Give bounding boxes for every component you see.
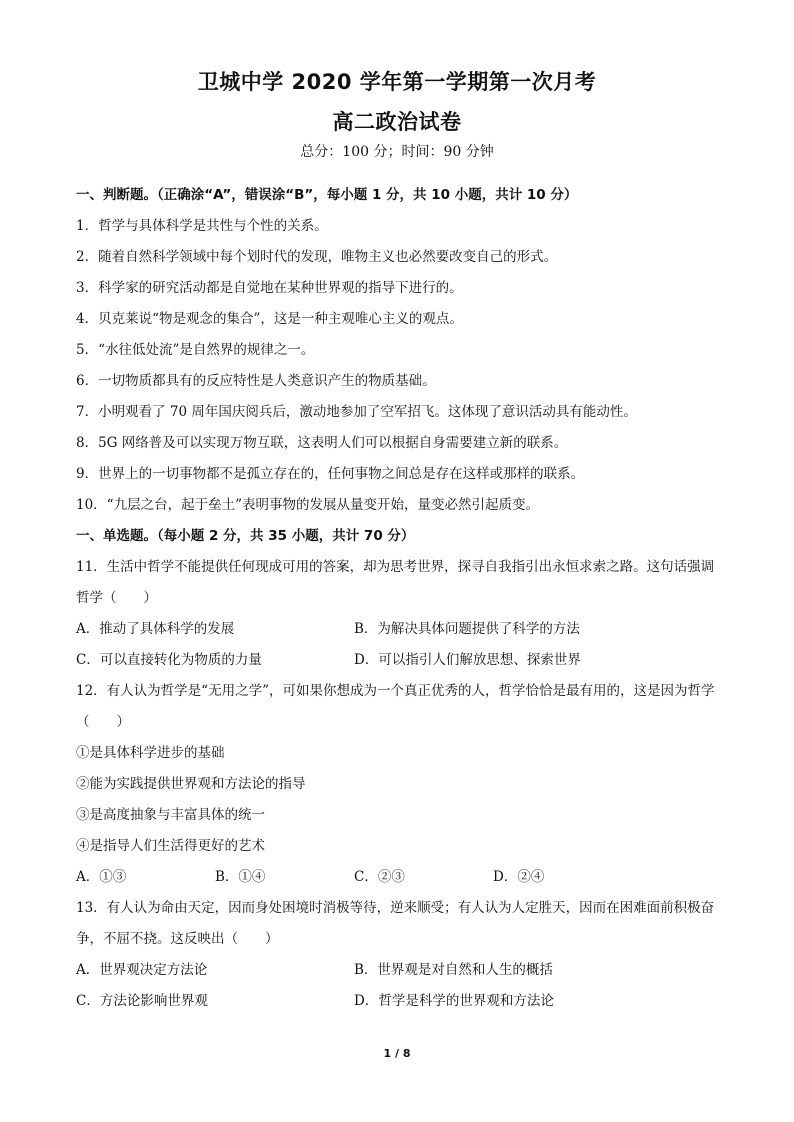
- question-5: 5．“水往低处流”是自然界的规律之一。: [76, 342, 315, 358]
- question-12-options: [76, 862, 716, 893]
- option-b: B．①④: [215, 869, 266, 885]
- option-d: D．可以指引人们解放思想、探索世界: [354, 652, 581, 668]
- section-heading-judgement: 一、判断题。（正确涂“A”，错误涂“B”，每小题 1 分，共 10 小题，共计 10 分）: [76, 187, 578, 203]
- exam-title: 卫城中学 2020 学年第一学期第一次月考: [197, 70, 597, 94]
- question-8: 8．5G 网络普及可以实现万物互联，这表明人们可以根据自身需要建立新的联系。: [76, 435, 568, 451]
- question-9: 9．世界上的一切事物都不是孤立存在的，任何事物之间总是存在这样或那样的联系。: [76, 466, 585, 482]
- question-4: 4．贝克莱说“物是观念的集合”，这是一种主观唯心主义的观点。: [76, 311, 463, 327]
- question-1: 1．哲学与具体科学是共性与个性的关系。: [76, 218, 328, 234]
- page-number: 1 / 8: [383, 1047, 411, 1060]
- option-c: C．方法论影响世界观: [76, 993, 208, 1009]
- option-c: C．可以直接转化为物质的力量: [76, 652, 262, 668]
- option-d: D．②④: [493, 869, 545, 885]
- statement-1: ①是具体科学进步的基础: [76, 745, 225, 761]
- option-d: D．哲学是科学的世界观和方法论: [354, 993, 554, 1009]
- statement-4: ④是指导人们生活得更好的艺术: [76, 838, 265, 854]
- question-3: 3．科学家的研究活动都是自觉地在某种世界观的指导下进行的。: [76, 280, 463, 296]
- question-10: 10．“九层之台，起于垒土”表明事物的发展从量变开始，量变必然引起质变。: [76, 497, 539, 513]
- question-6: 6．一切物质都具有的反应特性是人类意识产生的物质基础。: [76, 373, 436, 389]
- option-a: A．①③: [76, 869, 127, 885]
- option-c: C．②③: [354, 869, 405, 885]
- exam-content: [76, 180, 716, 1017]
- question-13-stem: 13．有人认为命由天定，因而身处困境时消极等待，逆来顺受；有人认为人定胜天，因而在困难面前积极奋争，不屈不挠。这反映出（ ）: [76, 900, 715, 947]
- question-12-stem: 12．有人认为哲学是“无用之学”，可如果你想成为一个真正优秀的人，哲学恰恰是最有用的，这是因为哲学（ ）: [76, 683, 715, 730]
- option-a: A．推动了具体科学的发展: [76, 621, 235, 637]
- statement-3: ③是高度抽象与丰富具体的统一: [76, 807, 265, 823]
- question-11-options: [76, 614, 716, 676]
- exam-subtitle: 高二政治试卷: [332, 110, 462, 134]
- option-b: B．为解决具体问题提供了科学的方法: [354, 621, 580, 637]
- question-2: 2．随着自然科学领域中每个划时代的发现，唯物主义也必然要改变自己的形式。: [76, 249, 558, 265]
- exam-meta: 总分：100 分；时间：90 分钟: [300, 144, 494, 160]
- option-b: B．世界观是对自然和人生的概括: [354, 962, 553, 978]
- question-7: 7．小明观看了 70 周年国庆阅兵后，激动地参加了空军招飞。这体现了意识活动具有能动性。: [76, 404, 637, 420]
- question-11-stem: 11．生活中哲学不能提供任何现成可用的答案，却为思考世界，探寻自我指引出永恒求索之路。这句话强调哲学（ ）: [76, 559, 715, 606]
- section-heading-single-choice: 一、单选题。（每小题 2 分，共 35 小题，共计 70 分）: [76, 528, 415, 544]
- option-a: A．世界观决定方法论: [76, 962, 208, 978]
- statement-2: ②能为实践提供世界观和方法论的指导: [76, 776, 306, 792]
- question-13-options: [76, 955, 716, 1017]
